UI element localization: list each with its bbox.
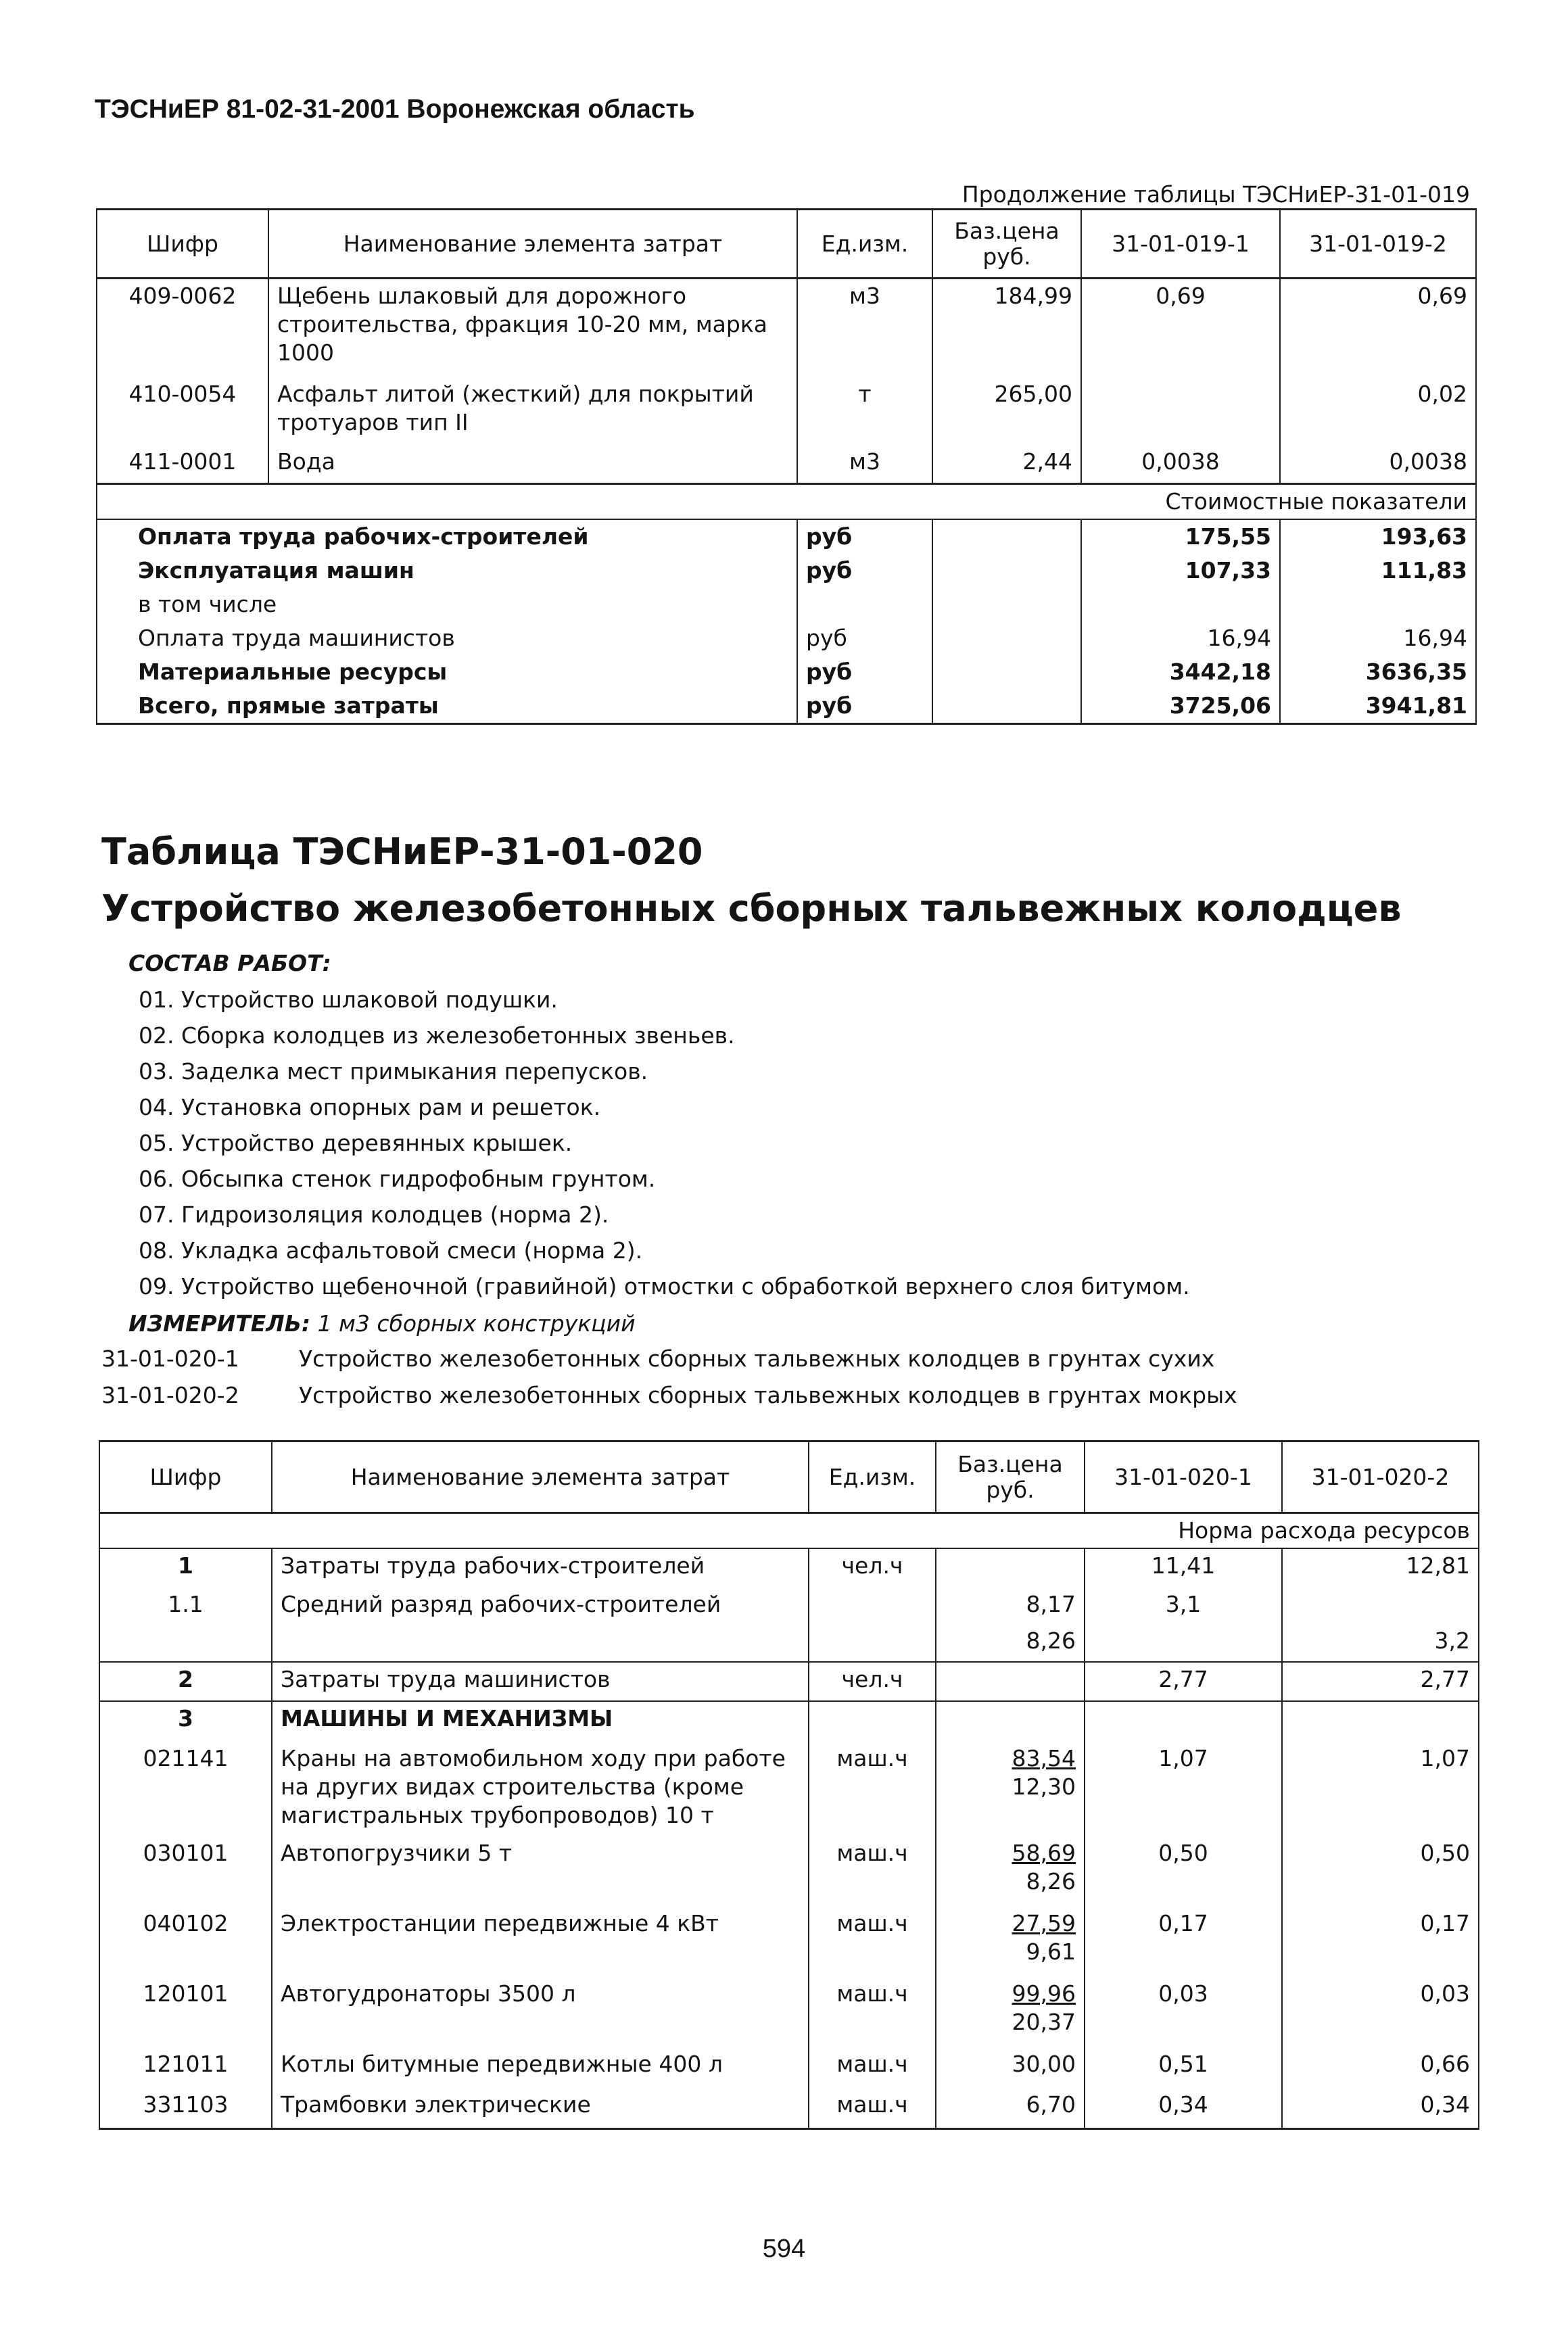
summary-label: Оплата труда рабочих-строителей [97, 519, 797, 554]
code-line [101, 1382, 1237, 1408]
summary-unit: руб [797, 689, 932, 724]
summary-label: в том числе [97, 588, 797, 621]
summary-unit: руб [797, 655, 932, 689]
cell-value-1: 0,17 [1085, 1907, 1282, 1977]
cell-value-2: 0,17 [1282, 1907, 1479, 1977]
cell-name: Затраты труда машинистов [272, 1662, 809, 1701]
col-header: Ед.изм. [809, 1442, 936, 1513]
cell-empty [936, 1701, 1085, 1742]
table-row [99, 1548, 1479, 1588]
cell-code: 331103 [99, 2088, 272, 2128]
cell-price [936, 1977, 1085, 2047]
page-number: 594 [762, 2235, 806, 2263]
price-wages: 8,26 [1026, 1868, 1076, 1895]
summary-value-1: 107,33 [1081, 554, 1280, 588]
cell-unit: м3 [797, 445, 932, 484]
cell-empty [809, 1701, 936, 1742]
list-item: 07. Гидроизоляция колодцев (норма 2). [139, 1201, 609, 1228]
price-wages: 9,61 [1026, 1938, 1076, 1965]
cell-value-1: 0,50 [1085, 1836, 1282, 1907]
table-31-01-019 [96, 208, 1477, 725]
cell-price: 2,44 [932, 445, 1081, 484]
table-row [99, 1977, 1479, 2047]
cell-price [936, 1907, 1085, 1977]
cell-name: Щебень шлаковый для дорожного строительства, фракция 10-20 мм, марка 1000 [268, 279, 797, 377]
table-row [97, 377, 1476, 445]
cell-value-1 [1081, 377, 1280, 445]
cell-value-2: 0,02 [1280, 377, 1476, 445]
cell-value-2: 12,81 [1282, 1548, 1479, 1588]
cell-price: 265,00 [932, 377, 1081, 445]
summary-unit: руб [797, 519, 932, 554]
cell-unit: чел.ч [809, 1548, 936, 1588]
table-continuation-note: Продолжение таблицы ТЭСНиЕР-31-01-019 [961, 181, 1470, 208]
cell-value-1: 0,34 [1085, 2088, 1282, 2128]
cell-code: 409-0062 [97, 279, 268, 377]
cell-name: Котлы битумные передвижные 400 л [272, 2047, 809, 2088]
cell-unit: маш.ч [809, 1836, 936, 1907]
cell-price: 8,17 [936, 1588, 1085, 1624]
works-composition-label: СОСТАВ РАБОТ: [128, 950, 331, 976]
cell-unit: м3 [797, 279, 932, 377]
cell-unit [809, 1588, 936, 1624]
cell-code: 021141 [99, 1742, 272, 1836]
summary-value-2: 3636,35 [1280, 655, 1476, 689]
cell-value-1: 2,77 [1085, 1662, 1282, 1701]
summary-value-2: 193,63 [1280, 519, 1476, 554]
summary-empty [932, 588, 1081, 621]
cell-price [936, 1742, 1085, 1836]
summary-value-1: 3442,18 [1081, 655, 1280, 689]
list-item: 06. Обсыпка стенок гидрофобным грунтом. [139, 1166, 656, 1192]
cell-code: 410-0054 [97, 377, 268, 445]
cell-value-2: 0,69 [1280, 279, 1476, 377]
summary-row [97, 588, 1476, 621]
table-31-01-020 [99, 1440, 1479, 2130]
norm-code: 31-01-020-2 [101, 1382, 239, 1408]
cell-code: 411-0001 [97, 445, 268, 484]
norm-code: 31-01-020-1 [101, 1345, 239, 1372]
list-item: 05. Устройство деревянных крышек. [139, 1130, 573, 1156]
cell-name: МАШИНЫ И МЕХАНИЗМЫ [272, 1701, 809, 1742]
cell-name: Асфальт литой (жесткий) для покрытий тротуаров тип II [268, 377, 797, 445]
cell-code: 121011 [99, 2047, 272, 2088]
price-main: 27,59 [1012, 1910, 1076, 1936]
running-header: ТЭСНиЕР 81-02-31-2001 Воронежская область [95, 95, 695, 124]
summary-unit [797, 588, 932, 621]
summary-empty [932, 554, 1081, 588]
cost-indicators-label: Стоимостные показатели [97, 484, 1476, 520]
works-list [139, 982, 1190, 1304]
col-header: Баз.цена руб. [936, 1442, 1085, 1513]
summary-row [97, 621, 1476, 655]
cell-price [936, 1836, 1085, 1907]
col-header: Шифр [97, 210, 268, 279]
summary-row [97, 519, 1476, 554]
summary-value-1: 3725,06 [1081, 689, 1280, 724]
summary-label: Материальные ресурсы [97, 655, 797, 689]
cell-code: 030101 [99, 1836, 272, 1907]
section-row [99, 1701, 1479, 1742]
cell-value-1: 3,1 [1085, 1588, 1282, 1624]
cell-value-1 [1085, 1624, 1282, 1662]
norm-label: Норма расхода ресурсов [99, 1513, 1479, 1549]
cell-name: Вода [268, 445, 797, 484]
cell-unit: маш.ч [809, 1742, 936, 1836]
table-title: Таблица ТЭСНиЕР-31-01-020 [101, 830, 703, 873]
cell-value-1: 11,41 [1085, 1548, 1282, 1588]
col-header: Ед.изм. [797, 210, 932, 279]
list-item: 04. Установка опорных рам и решеток. [139, 1094, 601, 1120]
summary-label: Всего, прямые затраты [97, 689, 797, 724]
price-wages: 12,30 [1012, 1773, 1076, 1800]
summary-value-2: 16,94 [1280, 621, 1476, 655]
cell-name: Электростанции передвижные 4 кВт [272, 1907, 809, 1977]
summary-label: Оплата труда машинистов [97, 621, 797, 655]
summary-empty [932, 621, 1081, 655]
table-row [99, 1588, 1479, 1624]
summary-value-1: 16,94 [1081, 621, 1280, 655]
list-item: 09. Устройство щебеночной (гравийной) отмостки с обработкой верхнего слоя битумом. [139, 1273, 1190, 1300]
cell-value-2: 0,34 [1282, 2088, 1479, 2128]
cell-value-2: 0,50 [1282, 1836, 1479, 1907]
col-header: 31-01-019-2 [1280, 210, 1476, 279]
table-row [99, 2088, 1479, 2128]
cell-value-1: 1,07 [1085, 1742, 1282, 1836]
cell-code: 2 [99, 1662, 272, 1701]
col-header: Шифр [99, 1442, 272, 1513]
table-row [99, 1624, 1479, 1662]
cell-code: 1.1 [99, 1588, 272, 1624]
summary-value-1: 175,55 [1081, 519, 1280, 554]
price-main: 83,54 [1012, 1745, 1076, 1771]
summary-unit: руб [797, 621, 932, 655]
cell-name: Автогудронаторы 3500 л [272, 1977, 809, 2047]
measurement-label: ИЗМЕРИТЕЛЬ: [128, 1310, 311, 1337]
cell-value-2: 0,03 [1282, 1977, 1479, 2047]
cell-value-2 [1282, 1588, 1479, 1624]
summary-row [97, 689, 1476, 724]
cell-name: Средний разряд рабочих-строителей [272, 1588, 809, 1624]
cell-value-2: 2,77 [1282, 1662, 1479, 1701]
cell-price [936, 1662, 1085, 1701]
cell-code: 040102 [99, 1907, 272, 1977]
cell-unit: маш.ч [809, 1977, 936, 2047]
list-item: 02. Сборка колодцев из железобетонных звеньев. [139, 1022, 735, 1049]
norm-description: Устройство железобетонных сборных тальвежных колодцев в грунтах сухих [299, 1345, 1215, 1372]
cell-value-2: 0,0038 [1280, 445, 1476, 484]
col-header: 31-01-020-2 [1282, 1442, 1479, 1513]
cell-name: Краны на автомобильном ходу при работе на других видах строительства (кроме магистральных трубопроводов) 10 т [272, 1742, 809, 1836]
cell-value-1: 0,0038 [1081, 445, 1280, 484]
table-row [99, 1907, 1479, 1977]
summary-empty [932, 689, 1081, 724]
table-row [97, 445, 1476, 484]
cell-value-2: 0,66 [1282, 2047, 1479, 2088]
cell-unit: маш.ч [809, 1907, 936, 1977]
summary-unit: руб [797, 554, 932, 588]
cell-price: 30,00 [936, 2047, 1085, 2088]
measurement-value: 1 м3 сборных конструкций [317, 1310, 636, 1337]
norm-description: Устройство железобетонных сборных тальвежных колодцев в грунтах мокрых [299, 1382, 1237, 1408]
table-subtitle: Устройство железобетонных сборных тальвежных колодцев [101, 887, 1402, 930]
table-row [99, 1662, 1479, 1701]
cell-code: 120101 [99, 1977, 272, 2047]
cell-value-1: 0,69 [1081, 279, 1280, 377]
cell-code: 3 [99, 1701, 272, 1742]
cell-unit: маш.ч [809, 2047, 936, 2088]
summary-row [97, 655, 1476, 689]
cell-price: 6,70 [936, 2088, 1085, 2128]
col-header: 31-01-020-1 [1085, 1442, 1282, 1513]
summary-value-2: 3941,81 [1280, 689, 1476, 724]
cell-code: 1 [99, 1548, 272, 1588]
cell-code [99, 1624, 272, 1662]
summary-label: Эксплуатация машин [97, 554, 797, 588]
col-header: Наименование элемента затрат [272, 1442, 809, 1513]
summary-value-2: 111,83 [1280, 554, 1476, 588]
price-main: 99,96 [1012, 1980, 1076, 2007]
price-wages: 20,37 [1012, 2009, 1076, 2035]
cell-value-2: 3,2 [1282, 1624, 1479, 1662]
cell-value-1: 0,51 [1085, 2047, 1282, 2088]
summary-empty [932, 655, 1081, 689]
cell-name [272, 1624, 809, 1662]
col-header: Баз.цена руб. [932, 210, 1081, 279]
table-row [99, 2047, 1479, 2088]
table-row [97, 279, 1476, 377]
cell-name: Затраты труда рабочих-строителей [272, 1548, 809, 1588]
code-line [101, 1345, 1214, 1372]
cell-price: 8,26 [936, 1624, 1085, 1662]
summary-row [97, 554, 1476, 588]
cell-unit: чел.ч [809, 1662, 936, 1701]
cell-price [936, 1548, 1085, 1588]
cell-unit [809, 1624, 936, 1662]
col-header: 31-01-019-1 [1081, 210, 1280, 279]
col-header: Наименование элемента затрат [268, 210, 797, 279]
list-item: 03. Заделка мест примыкания перепусков. [139, 1058, 648, 1085]
cell-value-2: 1,07 [1282, 1742, 1479, 1836]
measurement-unit [128, 1310, 636, 1337]
cell-name: Трамбовки электрические [272, 2088, 809, 2128]
cell-empty [1085, 1701, 1282, 1742]
list-item: 08. Укладка асфальтовой смеси (норма 2). [139, 1237, 643, 1264]
summary-value-1 [1081, 588, 1280, 621]
cell-price: 184,99 [932, 279, 1081, 377]
cell-value-1: 0,03 [1085, 1977, 1282, 2047]
summary-value-2 [1280, 588, 1476, 621]
cell-unit: т [797, 377, 932, 445]
cell-empty [1282, 1701, 1479, 1742]
cell-unit: маш.ч [809, 2088, 936, 2128]
price-main: 58,69 [1012, 1840, 1076, 1866]
cell-name: Автопогрузчики 5 т [272, 1836, 809, 1907]
table-row [99, 1742, 1479, 1836]
summary-empty [932, 519, 1081, 554]
table-row [99, 1836, 1479, 1907]
list-item: 01. Устройство шлаковой подушки. [139, 986, 558, 1013]
